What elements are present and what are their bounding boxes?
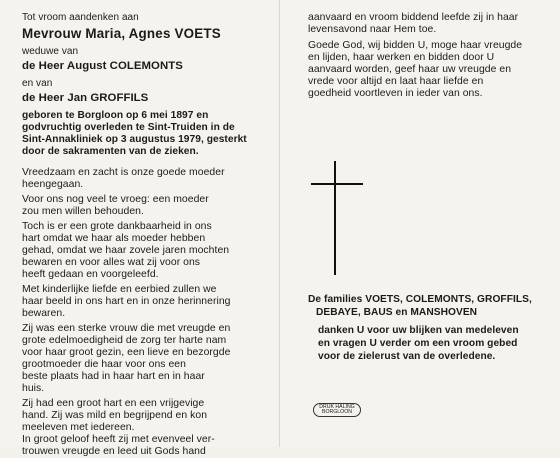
text-line: Vreedzaam en zacht is onze goede moeder (22, 167, 225, 178)
text-line: heeft gedaan en voorgeleefd. (22, 269, 159, 280)
text-line: Met kinderlijke liefde en eerbied zullen we (22, 284, 217, 295)
text-line: aanvaard en vroom biddend leefde zij in haar (308, 12, 519, 23)
text-line: bewaren. (22, 308, 66, 319)
husband-1: de Heer August COLEMONTS (22, 60, 183, 72)
cross-icon-bar (311, 183, 363, 185)
families-line: De families VOETS, COLEMONTS, GROFFILS, (308, 294, 532, 305)
thanks-line: danken U voor uw blijken van medeleven (318, 325, 519, 336)
card-fold-line (279, 0, 280, 447)
text-line: Toch is er een grote dankbaarheid in ons (22, 221, 212, 232)
and-of-line: en van (22, 78, 53, 89)
text-line: Zij was een sterke vrouw die met vreugde en (22, 323, 231, 334)
text-line: levensavond naar Hem toe. (308, 24, 437, 35)
text-line: vrede voor altijd en laat haar liefde en (308, 76, 484, 87)
bio-line: door de sakramenten van de zieken. (22, 146, 199, 157)
cross-icon (334, 161, 336, 275)
widow-of-line: weduwe van (22, 46, 79, 57)
text-line: heengegaan. (22, 179, 84, 190)
bio-line: godvruchtig overleden te Sint-Truiden in de (22, 122, 235, 133)
deceased-name: Mevrouw Maria, Agnes VOETS (22, 26, 221, 41)
text-line: trouwen vreugde en leed uit Gods hand (22, 446, 206, 457)
text-line: en lijden, haar werken en bidden door U (308, 52, 495, 63)
text-line: hart omdat we haar als moeder hebben (22, 233, 206, 244)
printer-name: DRUK HALING (319, 403, 355, 410)
bio-line: geboren te Borgloon op 6 mei 1897 en (22, 110, 209, 121)
intro-line: Tot vroom aandenken aan (22, 12, 139, 23)
printer-town: BORGLOON (322, 409, 352, 416)
text-line: beste plaats had in haar hart en in haar (22, 371, 205, 382)
text-line: In groot geloof heeft zij met evenveel ver- (22, 434, 215, 445)
text-line: voor haar groot gezin, een lieve en bezorgde (22, 347, 231, 358)
text-line: goedheid voortleven in ieder van ons. (308, 88, 483, 99)
text-line: Goede God, wij bidden U, moge haar vreugde (308, 40, 523, 51)
text-line: grote edelmoedigheid de zorg ter harte nam (22, 335, 227, 346)
text-line: hand. Zij was mild en begrijpend en kon (22, 410, 208, 421)
thanks-line: voor de zielerust van de overledene. (318, 351, 496, 362)
text-line: gehad, omdat we haar zovele jaren mochten (22, 245, 230, 256)
bio-line: Sint-Annakliniek op 3 augustus 1979, gesterkt (22, 134, 247, 145)
families-line: DEBAYE, BAUS en MANSHOVEN (316, 307, 478, 318)
text-line: aanvaard worden, geef haar uw vreugde en (308, 64, 512, 75)
text-line: grootmoeder die haar voor ons een (22, 359, 186, 370)
husband-2: de Heer Jan GROFFILS (22, 92, 149, 104)
printer-stamp (313, 403, 361, 417)
text-line: Zij had een groot hart en een vrijgevige (22, 398, 205, 409)
text-line: huis. (22, 383, 45, 394)
text-line: zou men willen behouden. (22, 206, 144, 217)
text-line: bewaren en voor alles wat zij voor ons (22, 257, 201, 268)
text-line: Voor ons nog veel te vroeg: een moeder (22, 194, 209, 205)
thanks-line: en vragen U verder om een vroom gebed (318, 338, 518, 349)
text-line: haar beeld in ons hart en in onze herinnering (22, 296, 231, 307)
text-line: meeleven met iedereen. (22, 422, 135, 433)
